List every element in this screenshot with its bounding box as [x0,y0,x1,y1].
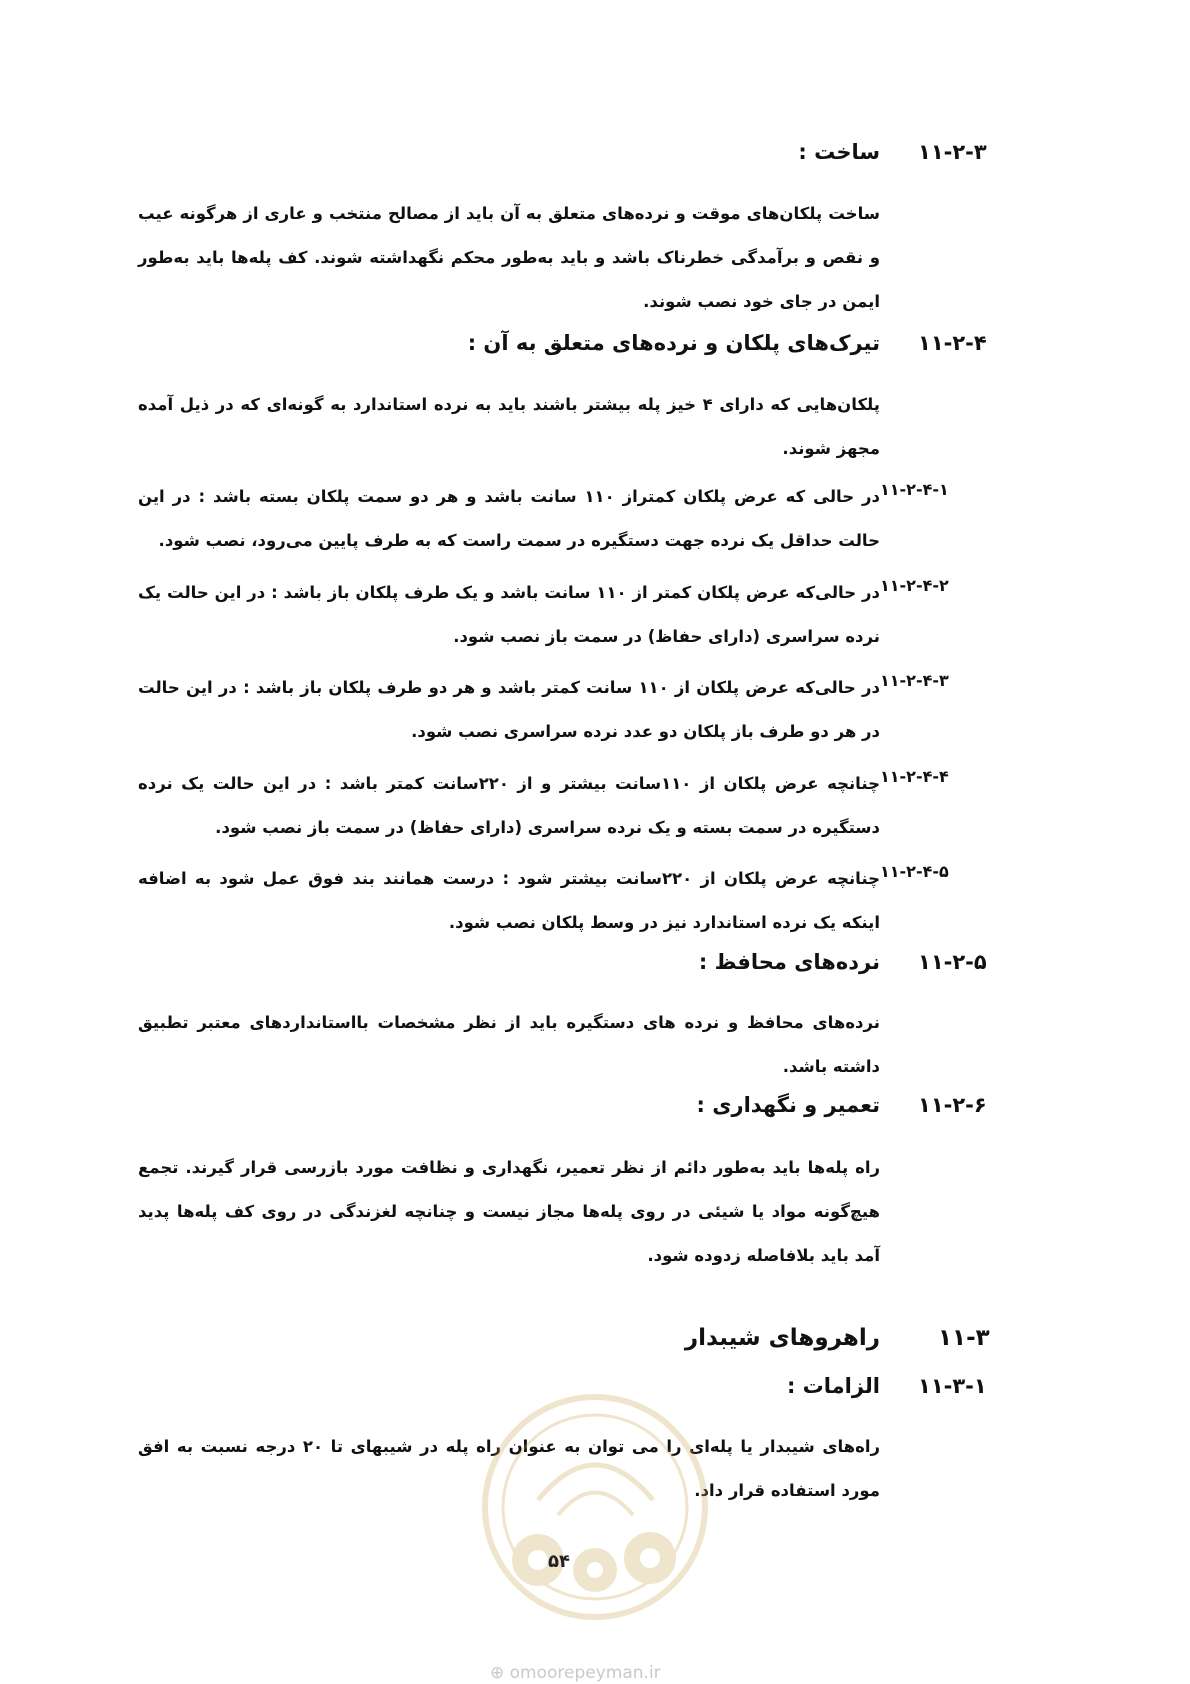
section-number: ۱۱-۲-۳ [918,140,987,164]
subsection-body: در حالی‌که عرض پلکان از ۱۱۰ سانت کمتر باشد و هر دو طرف پلکان باز باشد : در این حالت در هر دو طرف باز پلکان دو عدد نرده سراسری نصب شود. [138,678,880,741]
section-number: ۱۱-۳-۱ [918,1374,987,1398]
subsection-number: ۱۱-۲-۴-۵ [880,862,949,881]
section-body: ساخت پلکان‌های موقت و نرده‌های متعلق به آن باید از مصالح منتخب و عاری از هرگونه عیب و نقص و برآمدگی خطرناک باشد و باید به‌طور محکم نگهداشته شوند. کف پله‌ها باید به‌طور ایمن در جای خود نصب شوند. [138,204,880,311]
subsection-number: ۱۱-۲-۴-۱ [880,480,949,499]
subsection-body: در حالی که عرض پلکان کمتراز ۱۱۰ سانت باشد و هر دو سمت پلکان بسته باشد : در این حالت حداقل یک نرده جهت دستگیره در سمت راست که به طرف پایین می‌رود، نصب شود. [138,487,880,550]
section-number: ۱۱-۲-۶ [918,1093,987,1117]
subsection-number: ۱۱-۲-۴-۴ [880,767,949,786]
section-title: نرده‌های محافظ : [698,950,880,974]
footer-url-text: omoorepeyman.ir [509,1663,661,1683]
subsection-body: چنانچه عرض پلکان از ۲۲۰سانت بیشتر شود : درست همانند بند فوق عمل شود به اضافه اینکه یک نرده استاندارد نیز در وسط پلکان نصب شود. [138,869,880,932]
section-body: راه‌های شیبدار یا پله‌ای را می توان به عنوان راه پله در شیبهای تا ۲۰ درجه نسبت به افق مورد استفاده قرار داد. [138,1437,880,1500]
section-number: ۱۱-۲-۴ [918,331,987,355]
section-title: الزامات : [786,1374,880,1398]
section-body: پلکان‌هایی که دارای ۴ خیز پله بیشتر باشند باید به نرده استاندارد به گونه‌ای که در ذیل آمده مجهز شوند. [138,395,880,458]
subsection-body: چنانچه عرض پلکان از ۱۱۰سانت بیشتر و از ۲۲۰سانت کمتر باشد : در این حالت یک نرده دستگیره در سمت بسته و یک نرده سراسری (دارای حفاظ) در سمت باز نصب شود. [138,774,880,837]
footer-url [490,1663,661,1683]
chapter-title: راهروهای شیبدار [684,1325,880,1351]
page-number: ۵۴ [548,1551,570,1572]
watermark-seal-icon [478,1390,713,1625]
section-title: ساخت : [798,140,880,164]
section-body: نرده‌های محافظ و نرده های دستگیره باید از نظر مشخصات بااستانداردهای معتبر تطبیق داشته باشد. [138,1013,880,1076]
section-body: راه پله‌ها باید به‌طور دائم از نظر تعمیر، نگهداری و نظافت مورد بازرسی قرار گیرند. تجمع هیچ‌گونه مواد یا شیئی در روی پله‌ها مجاز نیست و چنانچه لغزندگی در روی کف پله‌ها پدید آمد باید بلافاصله زدوده شود. [138,1158,880,1265]
section-title: تعمیر و نگهداری : [696,1093,880,1117]
section-title: تیرک‌های پلکان و نرده‌های متعلق به آن : [467,331,880,355]
subsection-number: ۱۱-۲-۴-۳ [880,671,949,690]
globe-icon: ⊕ [490,1663,505,1683]
section-number: ۱۱-۲-۵ [918,950,987,974]
subsection-number: ۱۱-۲-۴-۲ [880,576,949,595]
chapter-number: ۱۱-۳ [938,1325,990,1351]
subsection-body: در حالی‌که عرض پلکان کمتر از ۱۱۰ سانت باشد و یک طرف پلکان باز باشد : در این حالت یک نرده سراسری (دارای حفاظ) در سمت باز نصب شود. [138,583,880,646]
